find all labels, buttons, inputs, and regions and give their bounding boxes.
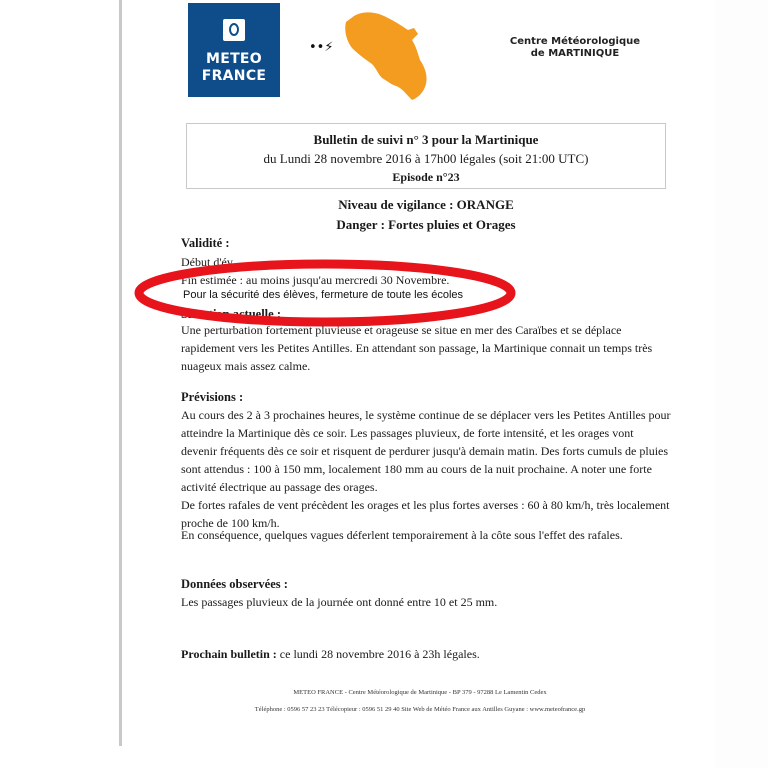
centre-line2: de MARTINIQUE xyxy=(530,48,620,59)
footer-address: METEO FRANCE - Centre Météorologique de Martinique - BP 379 - 97288 Le Lamentin Cedex xyxy=(293,689,547,696)
meteo-france-logo xyxy=(188,3,280,97)
validite-fin: Fin estimée : au moins jusqu'au mercredi 30 Novembre. xyxy=(181,273,450,287)
validite-heading: Validité : xyxy=(181,236,230,250)
validite-debut: Début d'év xyxy=(181,255,233,269)
previsions-paragraph-3: En conséquence, quelques vagues déferlent temporairement à la côte sous l'effet des rafales. xyxy=(181,528,623,542)
centre-line1: Centre Météorologique xyxy=(509,36,641,47)
vigilance-level: Niveau de vigilance : ORANGE xyxy=(338,197,514,212)
situation-text: Une perturbation fortement pluvieuse et orageuse se situe en mer des Caraïbes et se déplace rapidement vers les Petites Antilles. En attendant son passage, la Martinique connait un temps très nuageux mais assez calme. xyxy=(181,323,653,373)
donnees-heading: Données observées : xyxy=(181,577,288,591)
bulletin-header-box xyxy=(186,123,666,189)
previsions-paragraph-2: De fortes rafales de vent précèdent les orages et les plus fortes averses : 60 à 80 km/h, très localement proche de 100 km/h. xyxy=(181,498,670,530)
storm-symbol-icon: ••⚡ xyxy=(309,40,334,55)
logo-text-line1: METEO xyxy=(205,51,262,67)
danger-type: Danger : Fortes pluies et Orages xyxy=(336,217,516,232)
page-margin xyxy=(715,0,768,768)
prochain-heading: Prochain bulletin : xyxy=(181,647,277,661)
red-circle-annotation xyxy=(133,258,517,328)
martinique-map-icon xyxy=(336,8,436,102)
bulletin-title: Bulletin de suivi n° 3 pour la Martinique xyxy=(313,132,539,147)
logo-mark-icon xyxy=(223,19,245,41)
prochain-bulletin xyxy=(181,645,671,663)
logo-text-line2: FRANCE xyxy=(201,68,267,84)
bulletin-date: du Lundi 28 novembre 2016 à 17h00 légales (soit 21:00 UTC) xyxy=(263,151,589,166)
school-closure-notice: Pour la sécurité des élèves, fermeture de toute les écoles xyxy=(183,289,464,301)
prochain-text: ce lundi 28 novembre 2016 à 23h légales. xyxy=(276,647,480,661)
footer-contact: Téléphone : 0596 57 23 23 Télécopieur : 0596 51 29 40 Site Web de Météo France aux Antilles Guyane : www.meteofrance.gp xyxy=(254,706,586,713)
situation-heading: Situation actuelle : xyxy=(181,307,281,321)
previsions-heading: Prévisions : xyxy=(181,390,244,404)
previsions-paragraph-1: Au cours des 2 à 3 prochaines heures, le système continue de se déplacer vers les Petites Antilles pour atteindre la Martinique dès ce soir. Les passages pluvieux, de forte intensité, et les orages vont devenir fréquents dès ce soir et risquent de perdurer jusqu'à demain matin. Des forts cumuls de pluies sont attendus : 100 à 150 mm, localement 180 mm au cours de la nuit prochaine. A noter une forte activité électrique au passage des orages. xyxy=(181,408,671,494)
page-left-border xyxy=(119,0,122,746)
donnees-text: Les passages pluvieux de la journée ont donné entre 10 et 25 mm. xyxy=(181,595,498,609)
centre-label xyxy=(505,36,645,60)
bulletin-episode: Episode n°23 xyxy=(392,170,460,184)
